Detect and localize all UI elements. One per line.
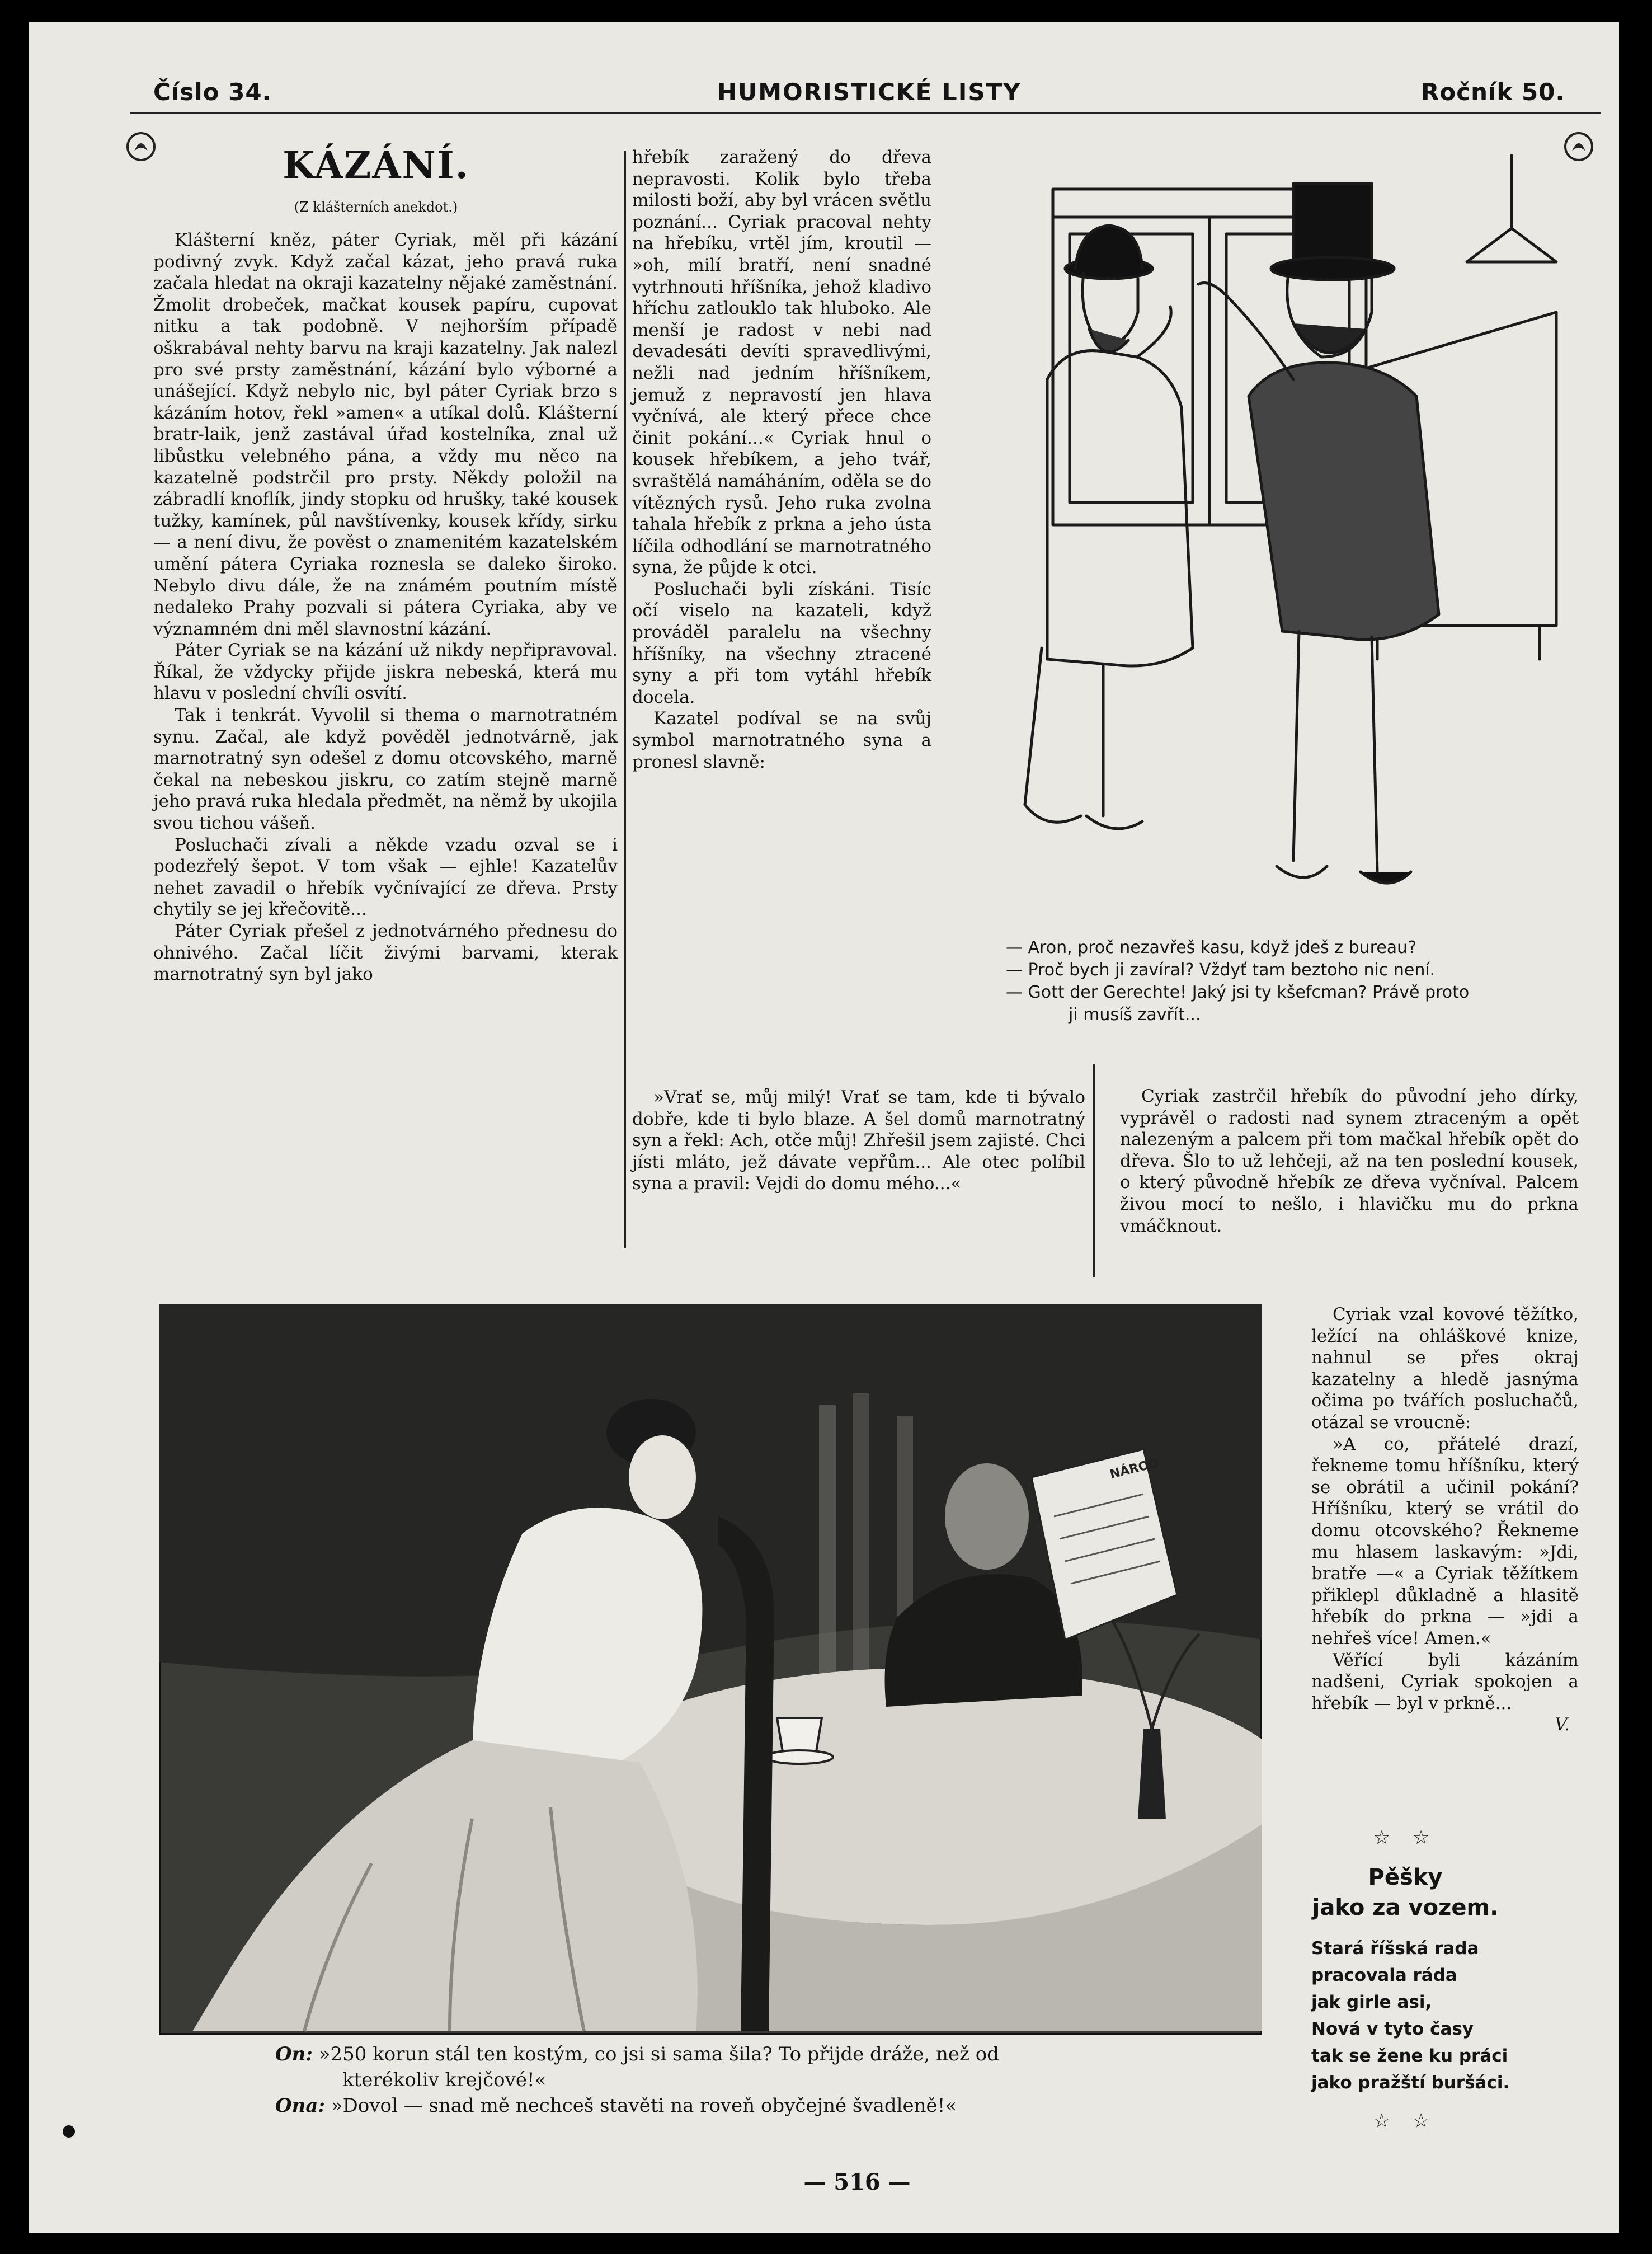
- cartoon-illustration-businessmen: [935, 144, 1612, 928]
- paragraph: Věřící byli kázáním nadšeni, Cyriak spokojen a hřebík — byl v prkně...: [1311, 1650, 1579, 1713]
- caption-speaker-he: On:: [275, 2043, 313, 2065]
- paragraph: Cyriak zastrčil hřebík do původní jeho dírky, vyprávěl o radosti nad synem ztraceným a opět nalezeným a palcem při tom mačkal hřebík opět do dřeva. Šlo to už lehčeji, až na ten poslední kousek, o který původně hřebík ze dřeva vyčníval. Palcem živou mocí to nešlo, i hlavičku mu do prkna vmáčknout.: [1120, 1086, 1579, 1236]
- article-column-3: [1120, 1086, 1579, 1237]
- poem-line: tak se žene ku práci: [1311, 2046, 1508, 2066]
- paragraph: Páter Cyriak přešel z jednotvárného přednesu do ohnivého. Začal líčit živými barvami, kterak marnotratný syn byl jako: [153, 921, 618, 985]
- article-column-1: [153, 229, 618, 985]
- paragraph: »Vrať se, můj milý! Vrať se tam, kde ti bývalo dobře, kde ti bylo blaze. A šel domů marnotratný syn a řekl: Ach, otče můj! Zhřešil jsem zajisté. Chci jísti mláto, jež dávate vepřům... Ale otec políbil syna a pravil: Vejdi do domu mého...«: [632, 1087, 1085, 1194]
- caption-line-he: »250 korun stál ten kostým, co jsi si sama šila? To přijde dráže, než od: [318, 2043, 999, 2065]
- poem-line: Nová v tyto časy: [1311, 2019, 1474, 2039]
- paragraph: Posluchači byli získáni. Tisíc očí viselo na kazateli, když prováděl paralelu na všechny hříšníky, na všechny ztracené syny a při tom vytáhl hřebík docela.: [632, 579, 931, 707]
- volume-number: Ročník 50.: [1421, 78, 1565, 106]
- newspaper-masthead: NÁROD: [1108, 1455, 1161, 1482]
- paragraph: Tak i tenkrát. Vyvolil si thema o marnotratném synu. Začal, ale když pověděl jednotvárně, jak marnotratný syn odešel z domu otcovského, marně čekal na nebeskou jiskru, co zatím stejně marně jeho pravá ruka hledala předmět, na němž by ukojila svou tichou vášeň.: [153, 705, 618, 834]
- separator-stars: ☆ ☆: [1373, 1826, 1438, 1849]
- article-column-2: [632, 147, 931, 773]
- caption-line: ji musíš zavřít...: [1069, 1005, 1201, 1025]
- caption-line-he-cont: kterékoliv krejčové!«: [342, 2069, 547, 2091]
- caption-line: — Proč bych ji zavíral? Vždyť tam beztoho nic není.: [1006, 960, 1436, 980]
- page-number: — 516 —: [803, 2169, 911, 2195]
- caption-line: — Aron, proč nezavřeš kasu, když jdeš z bureau?: [1006, 938, 1417, 957]
- cartoon-caption: [1006, 937, 1610, 1026]
- paragraph: »A co, přátelé drazí, řekneme tomu hříšníku, který se obrátil a učinil pokání? Hříšníku, který se vrátil do domu otcovského? Řekneme mu hlasem laskavým: »Jdi, bratře —« a Cyriak těžítkem přiklepl důkladně a hlasitě hřebík do prkna — »jdi a nehřeš více! Amen.«: [1311, 1434, 1579, 1649]
- caption-line: — Gott der Gerechte! Jaký jsi ty kšefcman? Právě proto: [1006, 983, 1470, 1002]
- article-title: KÁZÁNÍ.: [283, 143, 469, 187]
- article-signature: V.: [1555, 1715, 1570, 1735]
- paragraph: Posluchači zívali a někde vzadu ozval se i podezřelý šepot. V tom však — ejhle! Kazatelův nehet zavadil o hřebík vyčnívající ze dřeva. Prsty chytily se jej křečovitě...: [153, 834, 618, 920]
- ink-dot: [63, 2125, 75, 2138]
- article-column-2-bottom: [632, 1087, 1085, 1195]
- poem-line: pracovala ráda: [1311, 1965, 1457, 1985]
- paragraph: Cyriak vzal kovové těžítko, ležící na ohláškové knize, nahnul se přes okraj kazatelny a hledě jasnýma očima po tvářích posluchačů, otázal se vroucně:: [1311, 1304, 1579, 1433]
- separator-stars-end: ☆ ☆: [1373, 2110, 1438, 2132]
- poem-line: Stará říšská rada: [1311, 1938, 1479, 1959]
- paragraph: Klášterní kněz, páter Cyriak, měl při kázání podivný zvyk. Když začal kázat, jeho pravá ruka začala hledat na okraji kazatelny nějaké zaměstnání. Žmolit drobeček, mačkat kousek papíru, cupovat nitku a tak podobně. V nejhorším případě oškrabával nehty barvu na kraji kazatelny. Jak nalezl pro své prsty zaměstnání, kázání bylo výborné a unášející. Když nebylo nic, byl páter Cyriak brzo s kázáním hotov, řekl »amen« a utíkal dolů. Klášterní bratr-laik, jenž zastával úřad kostelníka, znal už libůstku velebného pána, a vždy mu něco na kazatelně podstrčil pro prsty. Někdy položil na zábradlí knoflík, jindy stopku od hrušky, také kousek tužky, kamínek, půl navštívenky, kousek křídy, sirku — a není divu, že pověst o znamenitém kazatelském umění pátera Cyriaka roznesla se daleko široko. Nebylo divu dále, že na známém poutním místě nedaleko Prahy pozvali si pátera Cyriaka, aby ve významném dni měl slavnostní kázání.: [153, 230, 618, 639]
- poem-title: Pěšky: [1368, 1865, 1443, 1890]
- poem-subtitle: jako za vozem.: [1312, 1895, 1499, 1920]
- column-rule-1: [624, 151, 626, 1248]
- column-rule-2: [1093, 1064, 1095, 1277]
- paragraph: hřebík zaražený do dřeva nepravosti. Kolik bylo třeba milosti boží, aby byl vrácen světlu poznání... Cyriak pracoval nehty na hřebíku, vrtěl jím, kroutil — »oh, milí bratří, není snadné vytrhnouti hříšníka, jehož kladivo hříchu zatlouklo tak hluboko. Ale menší je radost v nebi nad devadesáti devíti spravedlivými, nežli nad jedním hříšníkem, jemuž z nepravostí jen hlava vyčnívá, ale který přece chce činit pokání...« Cyriak hnul o kousek hřebíkem, a jeho tvář, svraštělá namáháním, oděla se do vítězných rysů. Jeho ruka zvolna tahala hřebík z prkna a jeho ústa líčila odhodlání se marnotratného syna, že půjde k otci.: [632, 147, 931, 578]
- poem-line: jako pražští buršáci.: [1311, 2073, 1510, 2093]
- paragraph: Páter Cyriak se na kázání už nikdy nepřipravoval. Říkal, že vždycky přijde jiskra nebeská, která mu hlavu v poslední chvíli osvítí.: [153, 640, 618, 704]
- masthead-title: HUMORISTICKÉ LISTY: [717, 78, 1022, 106]
- masthead-rule: [130, 112, 1601, 114]
- caption-line-she: »Dovol — snad mě nechceš stavěti na roveň obyčejné švadleně!«: [331, 2095, 957, 2117]
- article-subtitle: (Z klášterních anekdot.): [294, 199, 458, 215]
- newspaper-page: [29, 22, 1619, 2233]
- painting-illustration-couple: [159, 1304, 1262, 2035]
- caption-speaker-she: Ona:: [275, 2095, 325, 2117]
- paragraph: Kazatel podíval se na svůj symbol marnotratného syna a pronesl slavně:: [632, 708, 931, 772]
- article-column-3-lower: [1311, 1304, 1579, 1736]
- issue-number: Číslo 34.: [153, 78, 272, 106]
- painting-caption: [275, 2041, 1282, 2119]
- poem-line: jak girle asi,: [1311, 1992, 1432, 2012]
- poem-body: [1311, 1935, 1509, 2096]
